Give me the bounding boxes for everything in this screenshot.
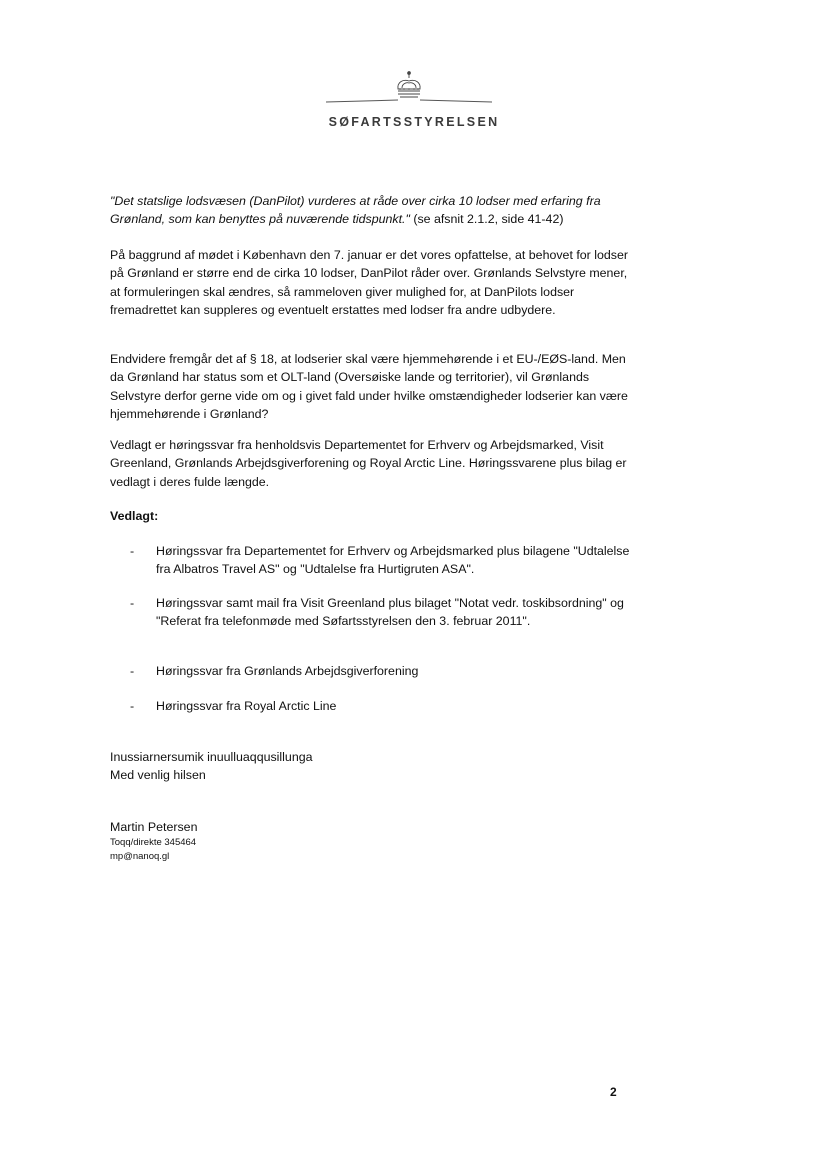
email-address: mp@nanoq.gl	[110, 851, 170, 862]
attachment-text: Høringssvar fra Grønlands Arbejdsgiverforening	[156, 664, 419, 678]
attachments-heading: Vedlagt:	[110, 509, 159, 523]
agency-name: SØFARTSSTYRELSEN	[328, 115, 500, 129]
quote-text: "Det statslige lodsvæsen (DanPilot) vurderes at råde over cirka 10 lodser med erfaring fra Grønland, som kan benyttes på nuværende tidspunkt."	[110, 194, 601, 227]
greeting-greenlandic: Inussiarnersumik inuulluaqqusillunga	[110, 750, 313, 764]
list-dash: -	[130, 544, 135, 558]
paragraph-3-text: Vedlagt er høringssvar fra henholdsvis Departementet for Erhverv og Arbejdsmarked, Visit Greenland, Grønlands Arbejdsgiverforening og Royal Arctic Line. Høringssvarene plus bilag er vedlagt i deres fulde længde.	[110, 438, 627, 489]
page-number: 2	[610, 1085, 617, 1099]
phone-number: Toqq/direkte 345464	[110, 837, 197, 848]
attachment-text: Høringssvar fra Departementet for Erhverv og Arbejdsmarked plus bilagene "Udtalelse fra Albatros Travel AS" og "Udtalelse fra Hurtigruten ASA".	[156, 544, 630, 577]
quote-reference: (se afsnit 2.1.2, side 41-42)	[409, 212, 564, 227]
paragraph-3	[110, 436, 630, 491]
crown-logo-icon	[326, 70, 492, 106]
paragraph-1	[110, 246, 630, 320]
paragraph-1-text: På baggrund af mødet i København den 7. januar er det vores opfattelse, at behovet for lodser på Grønland er større end de cirka 10 lodser, DanPilot råder over. Grønlands Selvstyre mener, at formuleringen skal ændres, så rammeloven giver mulighed for, at DanPilots lodser fremadrettet kan suppleres og eventuelt erstattes med lodser fra andre udbydere.	[110, 248, 628, 318]
list-dash: -	[130, 664, 135, 678]
paragraph-2	[110, 350, 630, 424]
attachment-text: Høringssvar fra Royal Arctic Line	[156, 699, 337, 713]
signatory-name: Martin Petersen	[110, 820, 198, 834]
list-dash: -	[130, 596, 135, 610]
paragraph-2-text: Endvidere fremgår det af § 18, at lodserier skal være hjemmehørende i et EU-/EØS-land. Men da Grønland har status som et OLT-land (Oversøiske lande og territorier), vil Grønlands Selvstyre derfor gerne vide om og i givet fald under hvilke omstændigheder lodserier kan være hjemmehørende i Grønland?	[110, 352, 628, 422]
attachment-text: Høringssvar samt mail fra Visit Greenland plus bilaget "Notat vedr. toskibsordning" og "Referat fra telefonmøde med Søfartsstyrelsen den 3. februar 2011".	[156, 596, 624, 629]
greeting-danish: Med venlig hilsen	[110, 768, 206, 782]
list-dash: -	[130, 699, 135, 713]
quote-paragraph	[110, 192, 630, 229]
